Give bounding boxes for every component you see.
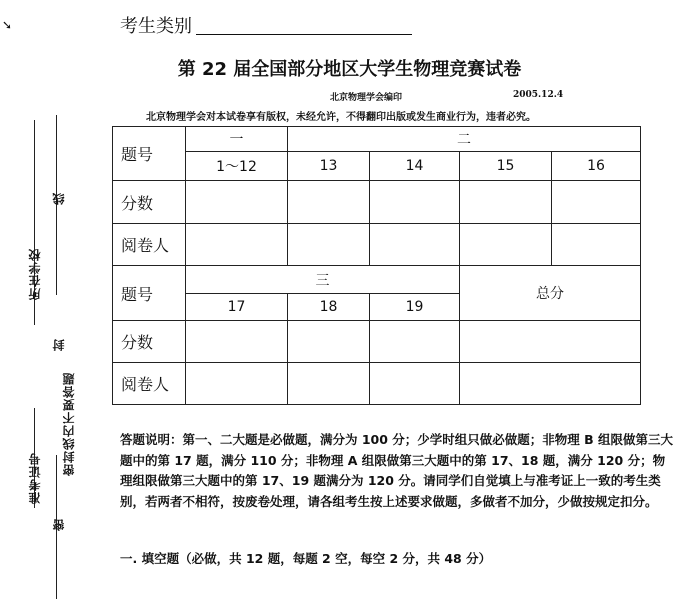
- corner-arrow-icon: ➘: [2, 18, 13, 32]
- question-cell: 16: [552, 152, 641, 181]
- exam-title: 第 22 届全国部分地区大学生物理竞赛试卷: [177, 59, 522, 80]
- question-cell: 18: [288, 294, 370, 321]
- grader-cell[interactable]: [552, 224, 641, 266]
- margin-no-answer-note: 密封线内不要答题: [62, 372, 76, 476]
- grader-cell[interactable]: [288, 224, 370, 266]
- category-label: 考生类别: [120, 16, 192, 37]
- question-cell: 14: [370, 152, 460, 181]
- question-cell: 19: [370, 294, 460, 321]
- publisher: 北京物理学会编印: [330, 93, 403, 103]
- copyright-notice: 北京物理学会对本试卷享有版权，未经允许，不得翻印出版或发生商业行为，违者必究。: [146, 112, 536, 123]
- score-cell[interactable]: [186, 321, 288, 363]
- seal-line-top: [56, 115, 57, 295]
- row-label-question-2: 题号: [113, 266, 186, 321]
- total-header: 总分: [460, 266, 641, 321]
- score-cell[interactable]: [370, 321, 460, 363]
- row-label-grader-2: 阅卷人: [113, 363, 186, 405]
- row-label-score-2: 分数: [113, 321, 186, 363]
- question-cell: 1～12: [186, 152, 288, 181]
- category-fill-line: [196, 34, 412, 35]
- score-cell[interactable]: [370, 181, 460, 224]
- grader-cell[interactable]: [288, 363, 370, 405]
- score-cell[interactable]: [288, 181, 370, 224]
- score-cell[interactable]: [186, 181, 288, 224]
- total-grader-cell[interactable]: [460, 363, 641, 405]
- group-three-header: 三: [186, 266, 460, 294]
- group-two-header: 二: [288, 127, 641, 152]
- margin-line-char: 线: [52, 192, 66, 205]
- row-label-score-1: 分数: [113, 181, 186, 224]
- grader-cell[interactable]: [460, 224, 552, 266]
- row-label-question-1: 题号: [113, 127, 186, 181]
- grader-cell[interactable]: [186, 224, 288, 266]
- answer-instructions: 答题说明：第一、二大题是必做题，满分为 100 分；少学时组只做必做题；非物理 B 组限做第三大题中的第 17 题，满分 110 分；非物理 A 组限做第三大题中的第 17、18 题，满分 120 分；物理组限做第三大题中的第 17、19 题满分为 120 分。请同学们自觉填上与准考证上一致的考生类别，若两者不相符，按废卷处理，请各组考生按上述要求做题，多做者不加分，少做按规定扣分。: [120, 432, 674, 509]
- grader-cell[interactable]: [186, 363, 288, 405]
- margin-school-label: 所在学校: [28, 248, 42, 300]
- question-cell: 17: [186, 294, 288, 321]
- question-cell: 15: [460, 152, 552, 181]
- row-label-grader-1: 阅卷人: [113, 224, 186, 266]
- score-cell[interactable]: [288, 321, 370, 363]
- grader-cell[interactable]: [370, 363, 460, 405]
- score-cell[interactable]: [552, 181, 641, 224]
- score-cell[interactable]: [460, 181, 552, 224]
- group-one-header: 一: [186, 127, 288, 152]
- margin-id-label: 准考证号: [28, 452, 42, 504]
- question-cell: 13: [288, 152, 370, 181]
- section-one-heading: 一. 填空题（必做，共 12 题，每题 2 空，每空 2 分，共 48 分）: [120, 551, 492, 566]
- margin-secret-char: 密: [52, 518, 66, 531]
- total-score-cell[interactable]: [460, 321, 641, 363]
- margin-seal-char: 封: [52, 338, 66, 351]
- grader-cell[interactable]: [370, 224, 460, 266]
- print-date: 2005.12.4: [513, 90, 564, 100]
- score-table: [112, 126, 641, 405]
